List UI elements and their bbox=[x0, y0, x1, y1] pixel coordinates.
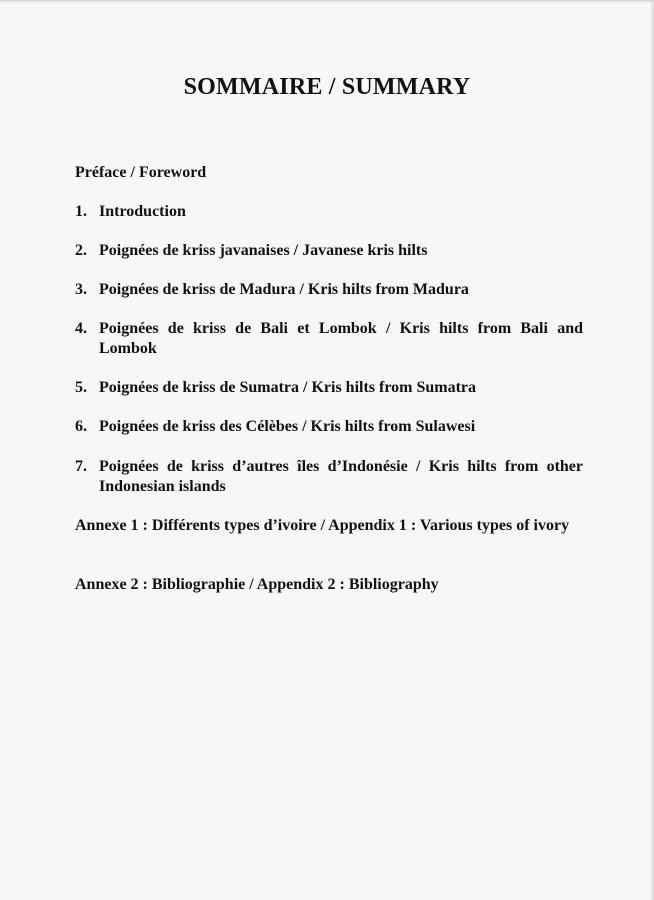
chapter-title: Poignées de kriss de Sumatra / Kris hilts from Sumatra bbox=[99, 379, 477, 396]
page-title: SOMMAIRE / SUMMARY bbox=[183, 74, 471, 100]
toc-chapter-4 bbox=[75, 319, 583, 359]
chapter-title: Poignées de kriss javanaises / Javanese kris hilts bbox=[99, 242, 428, 259]
toc-chapter-2 bbox=[75, 241, 583, 261]
chapter-number: 1. bbox=[75, 203, 87, 220]
chapter-title: Poignées de kriss de Bali et Lombok / Kris hilts from Bali and Lombok bbox=[99, 320, 583, 357]
toc-preface: Préface / Foreword bbox=[75, 164, 207, 181]
chapter-number: 3. bbox=[75, 281, 87, 298]
chapter-number: 4. bbox=[75, 320, 87, 337]
toc-chapter-7 bbox=[75, 457, 583, 497]
chapter-number: 7. bbox=[75, 458, 87, 475]
chapter-number: 6. bbox=[75, 418, 87, 435]
toc-chapter-6 bbox=[75, 417, 583, 437]
chapter-title: Introduction bbox=[99, 203, 186, 220]
chapter-number: 5. bbox=[75, 379, 87, 396]
toc-chapter-1 bbox=[75, 202, 583, 222]
toc-annex-2: Annexe 2 : Bibliographie / Appendix 2 : Bibliography bbox=[75, 576, 439, 593]
chapter-number: 2. bbox=[75, 242, 87, 259]
toc-annex-1: Annexe 1 : Différents types d’ivoire / Appendix 1 : Various types of ivory bbox=[75, 517, 570, 534]
toc-chapter-3 bbox=[75, 280, 583, 300]
chapter-title: Poignées de kriss de Madura / Kris hilts from Madura bbox=[99, 281, 469, 298]
chapter-title: Poignées de kriss des Célèbes / Kris hilts from Sulawesi bbox=[99, 418, 476, 435]
chapter-title: Poignées de kriss d’autres îles d’Indonésie / Kris hilts from other Indonesian islands bbox=[99, 458, 583, 495]
toc-chapter-5 bbox=[75, 378, 583, 398]
